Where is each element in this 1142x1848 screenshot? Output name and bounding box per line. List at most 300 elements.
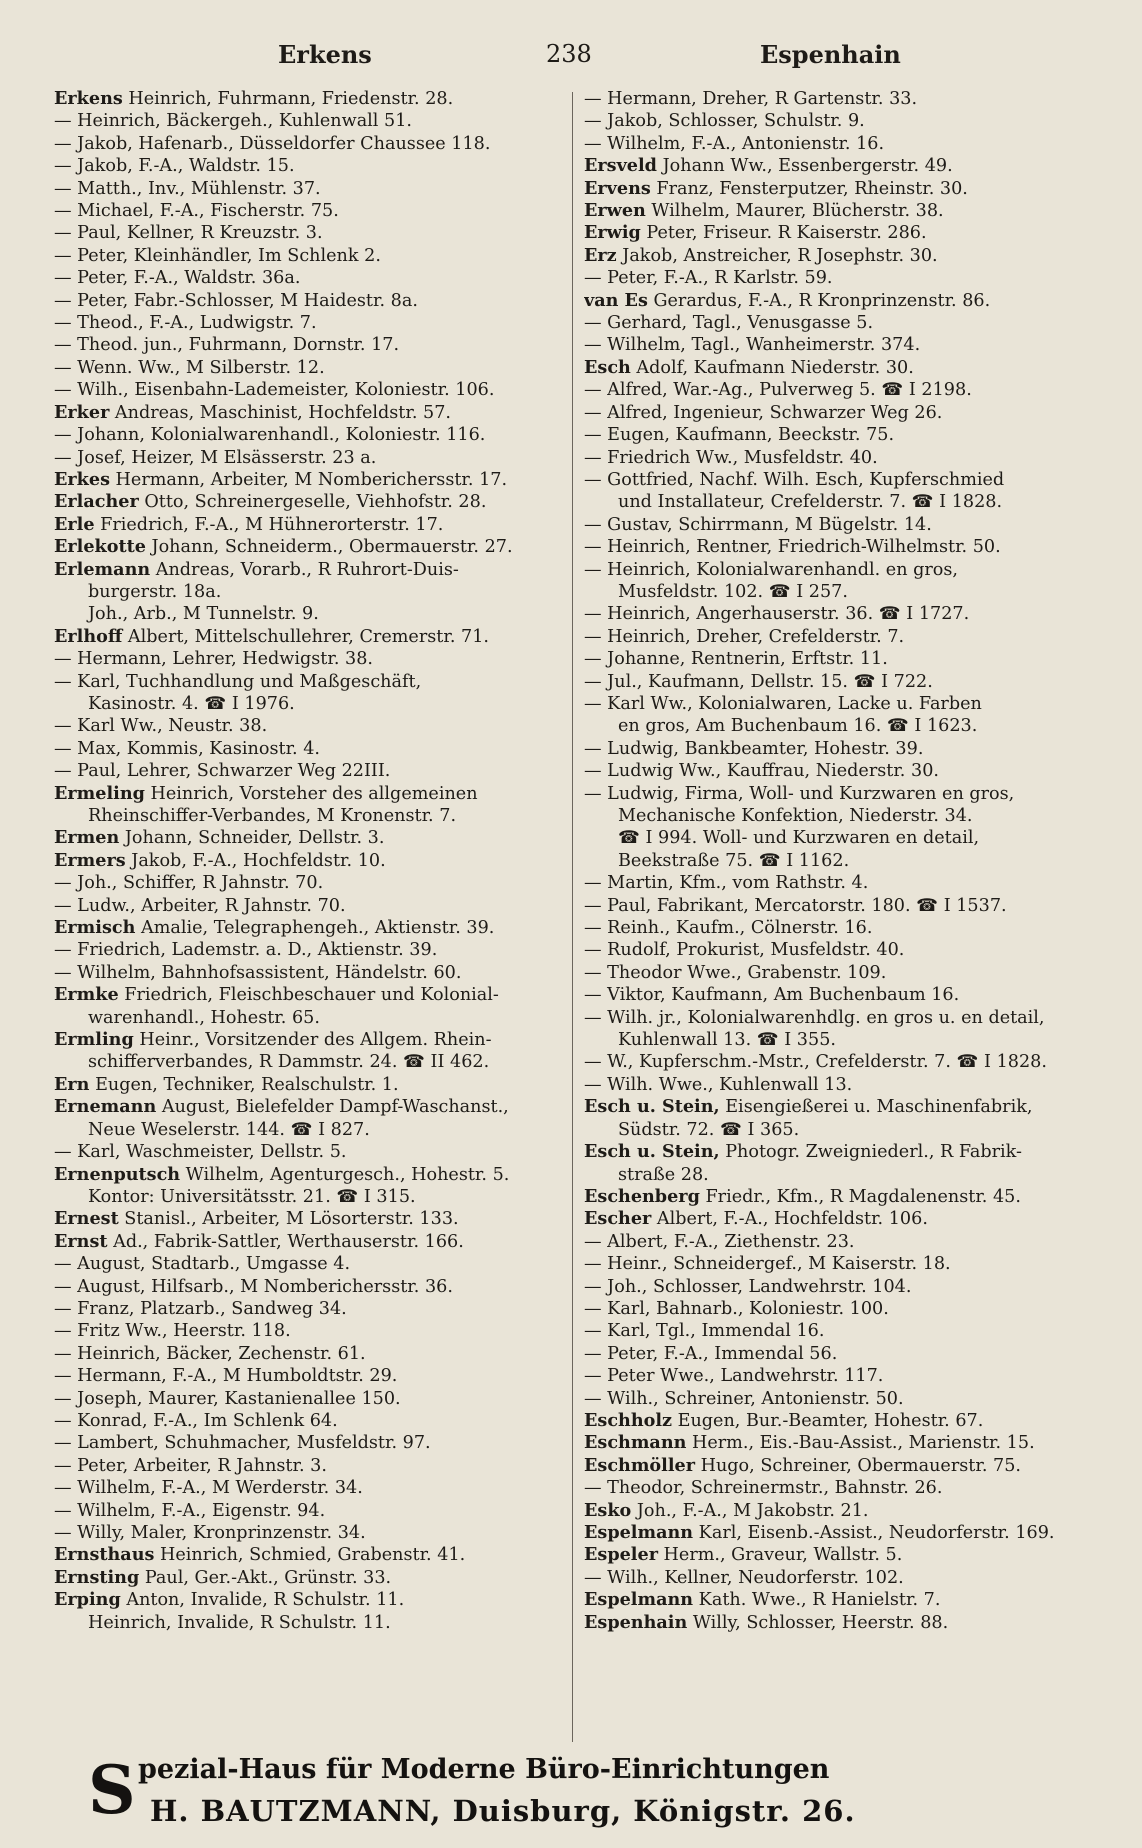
entry-details: straße 28.	[618, 1164, 709, 1185]
directory-entry	[54, 581, 566, 603]
entry-details: Friedrich, Fleischbeschauer und Kolonial-	[118, 985, 499, 1006]
directory-entry	[584, 1432, 1102, 1454]
ad-line-1: pezial-Haus für Moderne Büro-Einrichtungen	[138, 1754, 830, 1785]
ad-line-2: H. BAUTZMANN, Duisburg, Königstr. 26.	[150, 1794, 856, 1828]
entry-details: — Gustav, Schirrmann, M Bügelstr. 14.	[584, 514, 932, 535]
entry-details: Friedrich, F.-A., M Hühnerorterstr. 17.	[94, 514, 444, 535]
directory-entry	[584, 267, 1102, 289]
entry-details: — Theod., F.-A., Ludwigstr. 7.	[54, 313, 317, 334]
entry-surname: Ernst	[54, 1230, 108, 1252]
entry-details: — Jakob, Hafenarb., Düsseldorfer Chaussee 118.	[54, 133, 491, 154]
directory-entry	[584, 1007, 1102, 1029]
entry-details: — Peter, F.-A., R Karlstr. 59.	[584, 268, 833, 289]
entry-surname: Espelmann	[584, 1589, 694, 1611]
directory-entry	[584, 1567, 1102, 1589]
directory-entry	[584, 1029, 1102, 1051]
directory-entry	[54, 1208, 566, 1230]
directory-entry	[584, 178, 1102, 200]
entry-surname: Erping	[54, 1589, 121, 1611]
entry-surname: Erwen	[584, 200, 646, 222]
entry-details: Joh., F.-A., M Jakobstr. 21.	[631, 1500, 869, 1521]
directory-entry	[584, 783, 1102, 805]
directory-entry	[584, 1388, 1102, 1410]
directory-entry	[54, 671, 566, 693]
entry-details: — Jakob, Schlosser, Schulstr. 9.	[584, 111, 865, 132]
entry-details: — Wenn. Ww., M Silberstr. 12.	[54, 357, 325, 378]
ad-initial: S	[88, 1751, 136, 1829]
directory-entry	[584, 447, 1102, 469]
entry-details: — Heinrich, Bäckergeh., Kuhlenwall 51.	[54, 111, 413, 132]
entry-details: — Michael, F.-A., Fischerstr. 75.	[54, 201, 339, 222]
entry-details: Albert, Mittelschullehrer, Cremerstr. 71.	[122, 626, 489, 647]
entry-surname: Ermeling	[54, 782, 145, 804]
entry-details: — Gottfried, Nachf. Wilh. Esch, Kupferschmied	[584, 469, 1005, 490]
directory-entry	[584, 1589, 1102, 1611]
entry-details: — Ludw., Arbeiter, R Jahnstr. 70.	[54, 895, 346, 916]
directory-entry	[584, 1455, 1102, 1477]
directory-entry	[54, 805, 566, 827]
directory-entry	[54, 603, 566, 625]
directory-entry	[584, 693, 1102, 715]
entry-surname: Espenhain	[584, 1611, 688, 1633]
entry-details: schifferverbandes, R Dammstr. 24. ☎ II 462.	[88, 1052, 490, 1073]
entry-details: Joh., Arb., M Tunnelstr. 9.	[88, 604, 319, 625]
entry-details: Wilhelm, Agenturgesch., Hohestr. 5.	[180, 1164, 510, 1185]
directory-entry	[54, 1119, 566, 1141]
entry-details: warenhandl., Hohestr. 65.	[88, 1007, 320, 1028]
directory-entry	[54, 895, 566, 917]
directory-entry	[54, 1612, 566, 1634]
entry-details: — Konrad, F.-A., Im Schlenk 64.	[54, 1410, 338, 1431]
directory-entry	[584, 648, 1102, 670]
entry-surname: Erlacher	[54, 491, 139, 513]
entry-details: — Wilh. Wwe., Kuhlenwall 13.	[584, 1074, 853, 1095]
directory-entry	[584, 805, 1102, 827]
entry-details: — Ludwig Ww., Kauffrau, Niederstr. 30.	[584, 761, 939, 782]
entry-details: — Heinrich, Rentner, Friedrich-Wilhelmstr. 50.	[584, 537, 1001, 558]
entry-surname: Ervens	[584, 177, 651, 199]
entry-details: — Joh., Schlosser, Landwehrstr. 104.	[584, 1276, 912, 1297]
entry-surname: Espelmann	[584, 1522, 694, 1543]
entry-surname: Erkes	[54, 468, 110, 490]
right-column	[584, 88, 1102, 1634]
entry-details: — Willy, Maler, Kronprinzenstr. 34.	[54, 1523, 366, 1543]
entry-details: — Wilh. jr., Kolonialwarenhdlg. en gros u. en detail,	[584, 1007, 1045, 1028]
entry-details: — Peter, F.-A., Immendal 56.	[584, 1343, 838, 1364]
directory-entry	[54, 245, 566, 267]
directory-entry	[584, 1410, 1102, 1432]
entry-details: — Alfred, War.-Ag., Pulverweg 5. ☎ I 2198.	[584, 380, 972, 401]
directory-entry	[54, 738, 566, 760]
directory-entry	[584, 1343, 1102, 1365]
entry-details: — Peter, Arbeiter, R Jahnstr. 3.	[54, 1455, 327, 1476]
directory-entry	[584, 1141, 1102, 1163]
entry-surname: Erle	[54, 513, 95, 535]
directory-entry	[584, 895, 1102, 917]
entry-details: — Hermann, Dreher, R Gartenstr. 33.	[584, 89, 918, 109]
directory-entry	[584, 962, 1102, 984]
entry-details: — Peter, Kleinhändler, Im Schlenk 2.	[54, 245, 381, 266]
directory-entry	[584, 379, 1102, 401]
entry-details: — Johanne, Rentnerin, Erftstr. 11.	[584, 649, 888, 670]
entry-surname: Ernsthaus	[54, 1544, 155, 1566]
entry-details: — Karl, Tuchhandlung und Maßgeschäft,	[54, 671, 422, 692]
entry-details: — Jakob, F.-A., Waldstr. 15.	[54, 156, 295, 177]
directory-entry	[54, 939, 566, 961]
entry-details: — Eugen, Kaufmann, Beeckstr. 75.	[584, 425, 895, 446]
directory-entry	[584, 133, 1102, 155]
directory-entry	[584, 939, 1102, 961]
directory-entry	[54, 962, 566, 984]
entry-details: — Viktor, Kaufmann, Am Buchenbaum 16.	[584, 985, 960, 1006]
entry-details: — Joh., Schiffer, R Jahnstr. 70.	[54, 873, 324, 894]
directory-entry	[54, 379, 566, 401]
entry-surname: Ernsting	[54, 1566, 140, 1588]
directory-entry	[584, 1276, 1102, 1298]
entry-details: Jakob, F.-A., Hochfeldstr. 10.	[125, 850, 386, 871]
directory-entry	[54, 312, 566, 334]
directory-entry	[54, 1231, 566, 1253]
entry-surname: Erkens	[54, 88, 123, 109]
entry-surname: Ernest	[54, 1208, 119, 1230]
entry-details: — Karl, Tgl., Immendal 16.	[584, 1321, 825, 1342]
entry-details: Johann, Schneider, Dellstr. 3.	[119, 828, 385, 849]
entry-details: Friedr., Kfm., R Magdalenenstr. 45.	[699, 1186, 1021, 1207]
entry-details: Adolf, Kaufmann Niederstr. 30.	[630, 357, 914, 378]
directory-entry	[584, 110, 1102, 132]
entry-details: Franz, Fensterputzer, Rheinstr. 30.	[650, 178, 968, 199]
entry-details: Neue Weselerstr. 144. ☎ I 827.	[88, 1119, 370, 1140]
entry-details: en gros, Am Buchenbaum 16. ☎ I 1623.	[618, 716, 978, 737]
directory-entry	[54, 1343, 566, 1365]
entry-details: Paul, Ger.-Akt., Grünstr. 33.	[139, 1567, 392, 1588]
entry-details: — Heinrich, Kolonialwarenhandl. en gros,	[584, 559, 959, 580]
entry-details: — Rudolf, Prokurist, Musfeldstr. 40.	[584, 940, 905, 961]
entry-details: — Paul, Kellner, R Kreuzstr. 3.	[54, 223, 323, 244]
entry-details: Albert, F.-A., Hochfeldstr. 106.	[651, 1209, 928, 1230]
entry-details: — Reinh., Kaufm., Cölnerstr. 16.	[584, 918, 873, 939]
directory-entry	[584, 334, 1102, 356]
directory-entry	[54, 917, 566, 939]
directory-entry	[584, 1477, 1102, 1499]
entry-details: — Heinr., Schneidergef., M Kaiserstr. 18.	[584, 1254, 951, 1275]
entry-surname: Ernemann	[54, 1096, 157, 1118]
directory-entry	[584, 1365, 1102, 1387]
entry-details: Heinrich, Invalide, R Schulstr. 11.	[88, 1612, 391, 1633]
entry-details: — Hermann, F.-A., M Humboldtstr. 29.	[54, 1366, 398, 1387]
directory-entry	[54, 1029, 566, 1051]
page-number: 238	[546, 40, 592, 68]
entry-surname: Erwig	[584, 222, 641, 244]
directory-entry	[584, 290, 1102, 312]
directory-entry	[584, 402, 1102, 424]
entry-surname: Erker	[54, 401, 110, 423]
directory-entry	[584, 245, 1102, 267]
entry-details: — Theodor Wwe., Grabenstr. 109.	[584, 962, 887, 983]
entry-details: — Lambert, Schuhmacher, Musfeldstr. 97.	[54, 1433, 431, 1454]
directory-entry	[54, 1500, 566, 1522]
entry-details: Eugen, Techniker, Realschulstr. 1.	[89, 1074, 399, 1095]
entry-details: Kath. Wwe., R Hanielstr. 7.	[693, 1590, 941, 1611]
directory-entry	[584, 559, 1102, 581]
directory-entry	[54, 984, 566, 1006]
directory-entry	[54, 693, 566, 715]
entry-surname: van Es	[584, 289, 648, 311]
directory-entry	[54, 110, 566, 132]
entry-surname: Ermling	[54, 1029, 134, 1051]
entry-details: — Heinrich, Bäcker, Zechenstr. 61.	[54, 1343, 366, 1364]
entry-details: — Wilh., Schreiner, Antonienstr. 50.	[584, 1388, 904, 1409]
entry-details: — Martin, Kfm., vom Rathstr. 4.	[584, 873, 869, 894]
directory-entry	[54, 1298, 566, 1320]
directory-entry	[54, 469, 566, 491]
entry-details: — Paul, Lehrer, Schwarzer Weg 22III.	[54, 761, 391, 782]
directory-entry	[54, 1320, 566, 1342]
directory-entry	[54, 1096, 566, 1118]
entry-surname: Erlemann	[54, 558, 151, 580]
directory-entry	[54, 1589, 566, 1611]
directory-entry	[584, 514, 1102, 536]
directory-entry	[584, 1544, 1102, 1566]
directory-entry	[584, 155, 1102, 177]
directory-entry	[54, 1141, 566, 1163]
entry-surname: Esch u. Stein,	[584, 1141, 720, 1163]
entry-details: Peter, Friseur. R Kaiserstr. 286.	[640, 223, 927, 244]
directory-entry	[54, 1477, 566, 1499]
entry-details: — Johann, Kolonialwarenhandl., Koloniestr. 116.	[54, 425, 486, 446]
directory-entry	[584, 626, 1102, 648]
directory-entry	[54, 760, 566, 782]
entry-surname: Ermke	[54, 984, 119, 1006]
directory-entry	[54, 491, 566, 513]
directory-entry	[584, 1051, 1102, 1073]
entry-details: — Wilh., Kellner, Neudorferstr. 102.	[584, 1567, 904, 1588]
entry-details: — Fritz Ww., Heerstr. 118.	[54, 1321, 291, 1342]
directory-entry	[54, 1253, 566, 1275]
entry-details: — Wilhelm, Tagl., Wanheimerstr. 374.	[584, 335, 921, 356]
directory-entry	[54, 290, 566, 312]
entry-details: Herm., Graveur, Wallstr. 5.	[657, 1545, 903, 1566]
directory-entry	[584, 357, 1102, 379]
directory-entry	[54, 783, 566, 805]
entry-details: — Heinrich, Angerhauserstr. 36. ☎ I 1727.	[584, 604, 970, 625]
entry-details: — Karl, Bahnarb., Koloniestr. 100.	[584, 1298, 889, 1319]
entry-details: Musfeldstr. 102. ☎ I 257.	[618, 581, 848, 602]
entry-surname: Ermisch	[54, 917, 136, 939]
header-first-entry: Erkens	[278, 40, 372, 69]
directory-entry	[584, 738, 1102, 760]
entry-surname: Eschmann	[584, 1432, 687, 1454]
entry-details: — Josef, Heizer, M Elsässerstr. 23 a.	[54, 447, 377, 468]
entry-details: Mechanische Konfektion, Niederstr. 34.	[618, 806, 973, 826]
directory-entry	[584, 1320, 1102, 1342]
directory-entry	[584, 581, 1102, 603]
directory-entry	[54, 334, 566, 356]
directory-entry	[584, 1522, 1102, 1544]
entry-details: und Installateur, Crefelderstr. 7. ☎ I 1828.	[618, 492, 1003, 513]
entry-details: — Albert, F.-A., Ziethenstr. 23.	[584, 1231, 855, 1252]
directory-entry	[54, 1007, 566, 1029]
entry-details: ☎ I 994. Woll- und Kurzwaren en detail,	[618, 828, 980, 849]
entry-details: Eugen, Bur.-Beamter, Hohestr. 67.	[672, 1410, 984, 1431]
entry-details: — Paul, Fabrikant, Mercatorstr. 180. ☎ I 1537.	[584, 895, 1007, 916]
directory-entry	[584, 1186, 1102, 1208]
directory-entry	[54, 402, 566, 424]
entry-details: — Peter, Fabr.-Schlosser, M Haidestr. 8a.	[54, 290, 418, 311]
entry-details: — Theod. jun., Fuhrmann, Dornstr. 17.	[54, 335, 400, 356]
entry-surname: Ermers	[54, 849, 126, 871]
directory-entry	[584, 1231, 1102, 1253]
entry-details: Wilhelm, Maurer, Blücherstr. 38.	[645, 201, 944, 222]
directory-entry	[54, 1074, 566, 1096]
entry-details: — Max, Kommis, Kasinostr. 4.	[54, 738, 321, 759]
directory-entry	[54, 626, 566, 648]
entry-details: Hermann, Arbeiter, M Nomberichersstr. 17.	[109, 469, 508, 490]
directory-entry	[584, 491, 1102, 513]
entry-details: Johann, Schneiderm., Obermauerstr. 27.	[145, 537, 513, 558]
entry-details: — Friedrich Ww., Musfeldstr. 40.	[584, 447, 878, 468]
entry-surname: Ersveld	[584, 155, 657, 177]
directory-entry	[584, 984, 1102, 1006]
entry-details: Beekstraße 75. ☎ I 1162.	[618, 850, 850, 871]
entry-surname: Eschholz	[584, 1409, 673, 1431]
directory-entry	[584, 469, 1102, 491]
entry-surname: Eschenberg	[584, 1185, 700, 1207]
entry-details: — Heinrich, Dreher, Crefelderstr. 7.	[584, 626, 905, 647]
directory-entry	[584, 312, 1102, 334]
entry-details: Herm., Eis.-Bau-Assist., Marienstr. 15.	[686, 1433, 1035, 1454]
entry-details: Amalie, Telegraphengeh., Aktienstr. 39.	[135, 918, 495, 939]
entry-surname: Ermen	[54, 827, 120, 849]
directory-entry	[584, 1074, 1102, 1096]
directory-entry	[54, 559, 566, 581]
entry-details: — Ludwig, Bankbeamter, Hohestr. 39.	[584, 738, 924, 759]
directory-entry	[584, 671, 1102, 693]
directory-entry	[584, 1298, 1102, 1320]
directory-entry	[54, 357, 566, 379]
entry-details: Heinrich, Vorsteher des allgemeinen	[144, 783, 478, 804]
directory-entry	[54, 178, 566, 200]
header-last-entry: Espenhain	[760, 40, 901, 69]
directory-entry	[54, 424, 566, 446]
directory-entry	[54, 648, 566, 670]
directory-entry	[54, 850, 566, 872]
directory-entry	[584, 536, 1102, 558]
left-column	[54, 88, 566, 1634]
directory-entry	[584, 1119, 1102, 1141]
entry-details: — Karl Ww., Kolonialwaren, Lacke u. Farben	[584, 693, 982, 714]
entry-details: Kontor: Universitätsstr. 21. ☎ I 315.	[88, 1186, 416, 1207]
entry-details: Karl, Eisenb.-Assist., Neudorferstr. 169.	[693, 1523, 1055, 1543]
directory-entry	[54, 1455, 566, 1477]
entry-details: Heinr., Vorsitzender des Allgem. Rhein-	[133, 1030, 492, 1051]
entry-surname: Erlekotte	[54, 536, 146, 558]
entry-details: Stanisl., Arbeiter, M Lösorterstr. 133.	[118, 1209, 459, 1230]
directory-entry	[54, 1276, 566, 1298]
entry-details: — Alfred, Ingenieur, Schwarzer Weg 26.	[584, 402, 943, 423]
entry-details: — Franz, Platzarb., Sandweg 34.	[54, 1298, 347, 1319]
entry-details: — Wilhelm, Bahnhofsassistent, Händelstr. 60.	[54, 962, 462, 983]
entry-details: — Matth., Inv., Mühlenstr. 37.	[54, 178, 321, 199]
entry-details: Jakob, Anstreicher, R Josephstr. 30.	[616, 245, 938, 266]
directory-entry	[54, 1186, 566, 1208]
directory-entry	[54, 1365, 566, 1387]
entry-details: — August, Stadtarb., Umgasse 4.	[54, 1254, 351, 1275]
directory-entry	[584, 603, 1102, 625]
entry-details: Ad., Fabrik-Sattler, Werthauserstr. 166.	[107, 1231, 464, 1252]
directory-entry	[54, 1522, 566, 1544]
directory-entry	[54, 1051, 566, 1073]
entry-details: — Hermann, Lehrer, Hedwigstr. 38.	[54, 649, 373, 670]
directory-entry	[584, 88, 1102, 110]
entry-surname: Erlhoff	[54, 625, 123, 647]
directory-entry	[584, 424, 1102, 446]
directory-entry	[584, 850, 1102, 872]
directory-entry	[54, 155, 566, 177]
directory-entry	[54, 514, 566, 536]
entry-details: — Ludwig, Firma, Woll- und Kurzwaren en gros,	[584, 783, 1015, 804]
entry-details: — Karl Ww., Neustr. 38.	[54, 716, 268, 737]
directory-entry	[54, 1388, 566, 1410]
directory-entry	[54, 872, 566, 894]
directory-entry	[54, 200, 566, 222]
entry-details: Anton, Invalide, R Schulstr. 11.	[120, 1590, 405, 1611]
entry-details: — Joseph, Maurer, Kastanienallee 150.	[54, 1388, 401, 1409]
entry-details: Andreas, Maschinist, Hochfeldstr. 57.	[109, 402, 452, 423]
directory-entry	[54, 1164, 566, 1186]
directory-entry	[584, 760, 1102, 782]
directory-entry	[584, 1612, 1102, 1634]
entry-details: Heinrich, Fuhrmann, Friedenstr. 28.	[122, 89, 454, 109]
directory-entry	[54, 1432, 566, 1454]
entry-details: — Wilhelm, F.-A., M Werderstr. 34.	[54, 1478, 363, 1499]
entry-details: — August, Hilfsarb., M Nomberichersstr. 36.	[54, 1276, 453, 1297]
directory-entry	[54, 267, 566, 289]
directory-entry	[584, 1208, 1102, 1230]
entry-details: Rheinschiffer-Verbandes, M Kronenstr. 7.	[88, 806, 457, 826]
directory-entry	[584, 917, 1102, 939]
entry-details: — Wilhelm, F.-A., Antonienstr. 16.	[584, 133, 885, 154]
directory-entry	[54, 222, 566, 244]
entry-details: Photogr. Zweigniederl., R Fabrik-	[719, 1142, 1022, 1163]
entry-details: — Karl, Waschmeister, Dellstr. 5.	[54, 1142, 347, 1163]
entry-details: — Peter Wwe., Landwehrstr. 117.	[584, 1366, 884, 1387]
entry-details: Kasinostr. 4. ☎ I 1976.	[88, 693, 295, 714]
entry-details: Hugo, Schreiner, Obermauerstr. 75.	[695, 1455, 1021, 1476]
entry-details: — Wilhelm, F.-A., Eigenstr. 94.	[54, 1500, 326, 1521]
entry-details: Willy, Schlosser, Heerstr. 88.	[687, 1612, 949, 1633]
entry-surname: Espeler	[584, 1544, 658, 1566]
entry-details: Otto, Schreinergeselle, Viehhofstr. 28.	[138, 492, 487, 513]
entry-details: Johann Ww., Essenbergerstr. 49.	[657, 156, 953, 177]
entry-details: — Jul., Kaufmann, Dellstr. 15. ☎ I 722.	[584, 671, 933, 692]
entry-surname: Esch u. Stein,	[584, 1096, 720, 1118]
entry-surname: Ern	[54, 1073, 90, 1095]
directory-entry	[54, 715, 566, 737]
entry-details: — W., Kupferschm.-Mstr., Crefelderstr. 7. ☎ I 1828.	[584, 1052, 1047, 1073]
entry-details: — Theodor, Schreinermstr., Bahnstr. 26.	[584, 1478, 943, 1499]
entry-surname: Erz	[584, 244, 617, 266]
entry-details: — Peter, F.-A., Waldstr. 36a.	[54, 268, 301, 289]
entry-surname: Eschmöller	[584, 1454, 696, 1476]
entry-details: — Wilh., Eisenbahn-Lademeister, Koloniestr. 106.	[54, 380, 495, 401]
page-header	[40, 40, 1102, 80]
entry-surname: Ernenputsch	[54, 1163, 181, 1185]
entry-details: — Friedrich, Lademstr. a. D., Aktienstr. 39.	[54, 940, 438, 961]
advertisement	[88, 1750, 1068, 1838]
directory-entry	[584, 200, 1102, 222]
entry-details: — Gerhard, Tagl., Venusgasse 5.	[584, 313, 874, 334]
